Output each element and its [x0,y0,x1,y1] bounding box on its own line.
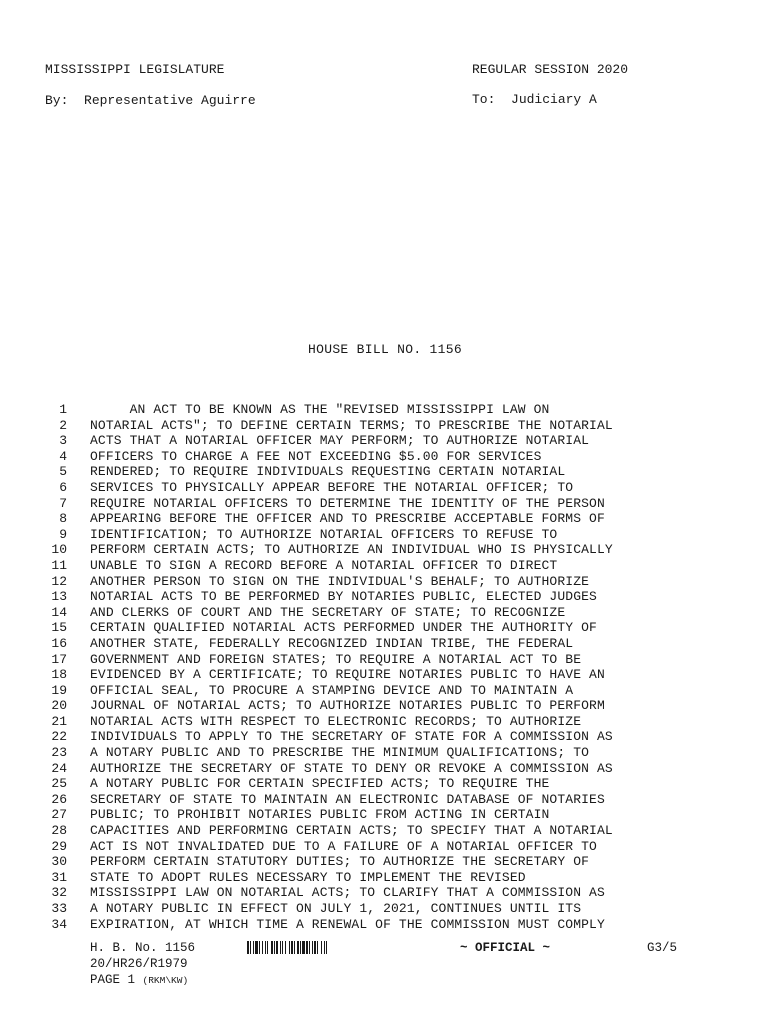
line-number: 19 [51,682,67,698]
line-text: ANOTHER STATE, FEDERALLY RECOGNIZED INDIAN TRIBE, THE FEDERAL [90,635,574,651]
line-text: REQUIRE NOTARIAL OFFICERS TO DETERMINE THE IDENTITY OF THE PERSON [90,495,605,511]
line-number: 33 [51,901,67,916]
line-text: ACTS THAT A NOTARIAL OFFICER MAY PERFORM; TO AUTHORIZE NOTARIAL [90,433,590,449]
line-number: 4 [59,448,67,464]
line-number: 7 [59,495,67,511]
line-text: AUTHORIZE THE SECRETARY OF STATE TO DENY OR REVOKE A COMMISSION AS [90,760,613,776]
line-text: ANOTHER PERSON TO SIGN ON THE INDIVIDUAL'S BEHALF; TO AUTHORIZE [90,573,590,589]
line-number: 34 [51,916,67,932]
line-number: 14 [51,604,67,620]
line-number: 1 [59,402,67,417]
bill-title: HOUSE BILL NO. 1156 [308,342,462,357]
page-number [90,973,188,987]
line-number: 30 [51,854,67,870]
line-text: OFFICERS TO CHARGE A FEE NOT EXCEEDING $5.00 FOR SERVICES [90,448,542,464]
page-label: PAGE 1 [90,973,136,987]
committee-name: Judiciary A [511,92,597,107]
line-text: NOTARIAL ACTS WITH RESPECT TO ELECTRONIC RECORDS; TO AUTHORIZE [90,713,582,729]
line-text: A NOTARY PUBLIC FOR CERTAIN SPECIFIED ACTS; TO REQUIRE THE [90,776,550,792]
draft-id: 20/HR26/R1979 [90,957,188,971]
line-text: INDIVIDUALS TO APPLY TO THE SECRETARY OF STATE FOR A COMMISSION AS [90,729,613,745]
line-text: AND CLERKS OF COURT AND THE SECRETARY OF STATE; TO RECOGNIZE [90,604,566,620]
line-number: 26 [51,791,67,807]
line-number: 5 [59,464,67,480]
line-number: 2 [59,417,67,433]
line-text: EXPIRATION, AT WHICH TIME A RENEWAL OF THE COMMISSION MUST COMPLY [90,916,605,932]
line-number: 25 [51,776,67,792]
line-text: SECRETARY OF STATE TO MAINTAIN AN ELECTRONIC DATABASE OF NOTARIES [90,791,605,807]
line-text: RENDERED; TO REQUIRE INDIVIDUALS REQUESTING CERTAIN NOTARIAL [90,464,566,480]
line-text: CERTAIN QUALIFIED NOTARIAL ACTS PERFORMED UNDER THE AUTHORITY OF [90,620,597,636]
session-label: REGULAR SESSION 2020 [472,62,629,77]
line-text: ACT IS NOT INVALIDATED DUE TO A FAILURE OF A NOTARIAL OFFICER TO [90,838,597,854]
line-text: A NOTARY PUBLIC AND TO PRESCRIBE THE MINIMUM QUALIFICATIONS; TO [90,745,590,761]
line-number: 23 [51,745,67,761]
line-number: 3 [59,433,67,449]
line-number: 28 [51,823,67,839]
page-initials: (RKM\KW) [142,975,189,986]
line-number: 12 [51,573,67,589]
legislature-label: MISSISSIPPI LEGISLATURE [45,62,225,77]
line-number: 22 [51,729,67,745]
line-number: 16 [51,635,67,651]
line-text: AN ACT TO BE KNOWN AS THE "REVISED MISSISSIPPI LAW ON [90,402,550,417]
line-text: A NOTARY PUBLIC IN EFFECT ON JULY 1, 2021, CONTINUES UNTIL ITS [90,901,582,916]
line-number: 9 [59,526,67,542]
line-number: 18 [51,667,67,683]
line-number: 17 [51,651,67,667]
line-text: UNABLE TO SIGN A RECORD BEFORE A NOTARIAL OFFICER TO DIRECT [90,557,558,573]
line-number: 24 [51,760,67,776]
line-number: 21 [51,713,67,729]
barcode-icon [247,941,367,954]
line-number: 6 [59,479,67,495]
line-text: NOTARIAL ACTS"; TO DEFINE CERTAIN TERMS; TO PRESCRIBE THE NOTARIAL [90,417,613,433]
sponsor-name: Representative Aguirre [84,93,256,108]
committee-label: To: [472,92,496,107]
line-number: 8 [59,511,67,527]
committee-line [472,92,597,107]
line-number: 10 [51,542,67,558]
line-text: EVIDENCED BY A CERTIFICATE; TO REQUIRE NOTARIES PUBLIC TO HAVE AN [90,667,605,683]
line-text: NOTARIAL ACTS TO BE PERFORMED BY NOTARIES PUBLIC, ELECTED JUDGES [90,589,597,605]
line-number: 15 [51,620,67,636]
line-text: APPEARING BEFORE THE OFFICER AND TO PRESCRIBE ACCEPTABLE FORMS OF [90,511,605,527]
line-text: CAPACITIES AND PERFORMING CERTAIN ACTS; TO SPECIFY THAT A NOTARIAL [90,823,613,839]
line-number: 27 [51,807,67,823]
line-text: JOURNAL OF NOTARIAL ACTS; TO AUTHORIZE NOTARIES PUBLIC TO PERFORM [90,698,605,714]
line-number: 13 [51,589,67,605]
line-number: 29 [51,838,67,854]
line-number: 11 [51,557,67,573]
line-number: 32 [51,885,67,901]
sponsor-line [45,93,256,108]
line-text: OFFICIAL SEAL, TO PROCURE A STAMPING DEVICE AND TO MAINTAIN A [90,682,574,698]
line-text: MISSISSIPPI LAW ON NOTARIAL ACTS; TO CLARIFY THAT A COMMISSION AS [90,885,605,901]
sponsor-label: By: [45,93,69,108]
line-text: PERFORM CERTAIN ACTS; TO AUTHORIZE AN INDIVIDUAL WHO IS PHYSICALLY [90,542,613,558]
line-text: SERVICES TO PHYSICALLY APPEAR BEFORE THE NOTARIAL OFFICER; TO [90,479,574,495]
footer-bill-number: H. B. No. 1156 [90,941,196,955]
line-number: 20 [51,698,67,714]
document-code: G3/5 [647,941,678,955]
official-label: ~ OFFICIAL ~ [460,941,551,955]
line-text: GOVERNMENT AND FOREIGN STATES; TO REQUIRE A NOTARIAL ACT TO BE [90,651,582,667]
line-text: IDENTIFICATION; TO AUTHORIZE NOTARIAL OFFICERS TO REFUSE TO [90,526,558,542]
line-text: STATE TO ADOPT RULES NECESSARY TO IMPLEMENT THE REVISED [90,869,526,885]
line-number: 31 [51,869,67,885]
line-text: PERFORM CERTAIN STATUTORY DUTIES; TO AUTHORIZE THE SECRETARY OF [90,854,590,870]
line-text: PUBLIC; TO PROHIBIT NOTARIES PUBLIC FROM ACTING IN CERTAIN [90,807,550,823]
